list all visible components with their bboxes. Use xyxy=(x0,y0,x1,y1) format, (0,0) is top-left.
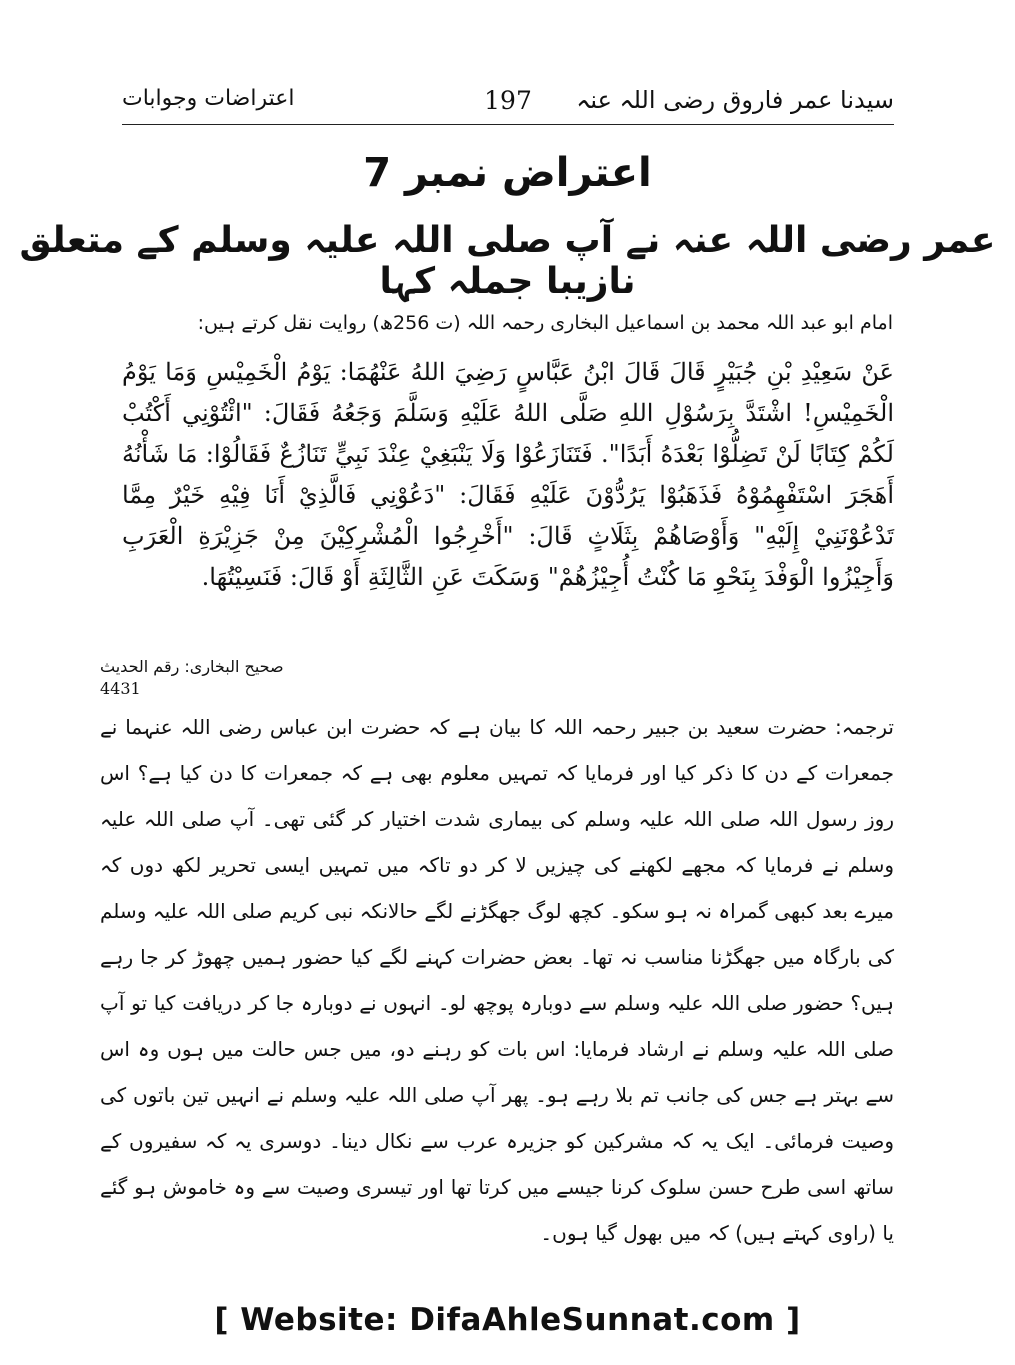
urdu-translation: ترجمہ: حضرت سعید بن جبیر رحمہ اللہ کا بیان ہے کہ حضرت ابن عباس رضی اللہ عنہما نے جمعرات کے دن کا ذکر کیا اور فرمایا کہ تمہیں معلوم بھی ہے کہ جمعرات کا دن کیا ہے؟ اس روز رسول اللہ صلی اللہ علیہ وسلم کی بیماری شدت اختیار کر گئی تھی۔ آپ صلی اللہ علیہ وسلم نے فرمایا کہ مجھے لکھنے کی چیزیں لا کر دو تاکہ میں تمہیں ایسی تحریر لکھ دوں کہ میرے بعد کبھی گمراہ نہ ہو سکو۔ کچھ لوگ جھگڑنے لگے حالانکہ نبی کریم صلی اللہ علیہ وسلم کی بارگاہ میں جھگڑنا مناسب نہ تھا۔ بعض حضرات کہنے لگے کیا حضور ہمیں چھوڑ کر جا رہے ہیں؟ حضور صلی اللہ علیہ وسلم سے دوبارہ پوچھ لو۔ انہوں نے دوبارہ جا کر دریافت کیا تو آپ صلی اللہ علیہ وسلم نے ارشاد فرمایا: اس بات کو رہنے دو، میں جس حالت میں ہوں وہ اس سے بہتر ہے جس کی جانب تم بلا رہے ہو۔ پھر آپ صلی اللہ علیہ وسلم نے انہیں تین باتوں کی وصیت فرمائی۔ ایک یہ کہ مشرکین کو جزیرہ عرب سے نکال دینا۔ دوسری یہ کہ سفیروں کے ساتھ اسی طرح حسن سلوک کرنا جیسے میں کرتا تھا اور تیسری وصیت سے وہ خاموش ہو گئے یا (راوی کہتے ہیں) کہ میں بھول گیا ہوں۔ xyxy=(100,715,894,1245)
hadith-reference xyxy=(100,656,400,700)
header-book-title: سیدنا عمر فاروق رضی اللہ عنہ xyxy=(576,86,894,114)
reference-number: 4431 xyxy=(100,679,141,698)
website-footer: [ Website: DifaAhleSunnat.com ] xyxy=(214,1302,801,1338)
page-number: 197 xyxy=(484,86,532,115)
arabic-hadith-text: عَنْ سَعِيْدِ بْنِ جُبَيْرٍ قَالَ قَالَ ابْنُ عَبَّاسٍ رَضِيَ اللهُ عَنْهُمَا: يَوْمُ الْخَمِيْسِ وَمَا يَوْمُ الْخَمِيْسِ! اشْتَدَّ بِرَسُوْلِ اللهِ صَلَّى اللهُ عَلَيْهِ وَسَلَّمَ وَجَعُهُ فَقَالَ: "ائْتُوْنِي أَكْتُبْ لَكُمْ كِتَابًا لَنْ تَضِلُّوْا بَعْدَهُ أَبَدًا". فَتَنَازَعُوْا وَلَا يَنْبَغِيْ عِنْدَ نَبِيٍّ تَنَازُعٌ فَقَالُوْا: مَا شَأْنُهُ أَهَجَرَ اسْتَفْهِمُوْهُ فَذَهَبُوْا يَرُدُّوْنَ عَلَيْهِ فَقَالَ: "دَعُوْنِي فَالَّذِيْ أَنَا فِيْهِ خَيْرٌ مِمَّا تَدْعُوْنَنِيْ إِلَيْهِ" وَأَوْصَاهُمْ بِثَلَاثٍ قَالَ: "أَخْرِجُوا الْمُشْرِكِيْنَ مِنْ جَزِيْرَةِ الْعَرَبِ وَأَجِيْزُوا الْوَفْدَ بِنَحْوِ مَا كُنْتُ أُجِيْزُهُمْ" وَسَكَتَ عَنِ الثَّالِثَةِ أَوْ قَالَ: فَنَسِيْتُهَا. xyxy=(122,358,895,591)
objection-title: اعتراض نمبر 7 xyxy=(363,150,652,196)
objection-subtitle: عمر رضی اللہ عنہ نے آپ صلی اللہ علیہ وسلم کے متعلق نازیبا جملہ کہا xyxy=(19,220,996,302)
narration-intro: امام ابو عبد اللہ محمد بن اسماعیل البخاری رحمہ اللہ (ت 256ھ) روایت نقل کرتے ہیں: xyxy=(197,312,893,334)
page-header xyxy=(122,84,894,125)
header-section-title: اعتراضات وجوابات xyxy=(122,86,295,111)
reference-book: صحیح البخاری: رقم الحدیث xyxy=(100,657,284,676)
